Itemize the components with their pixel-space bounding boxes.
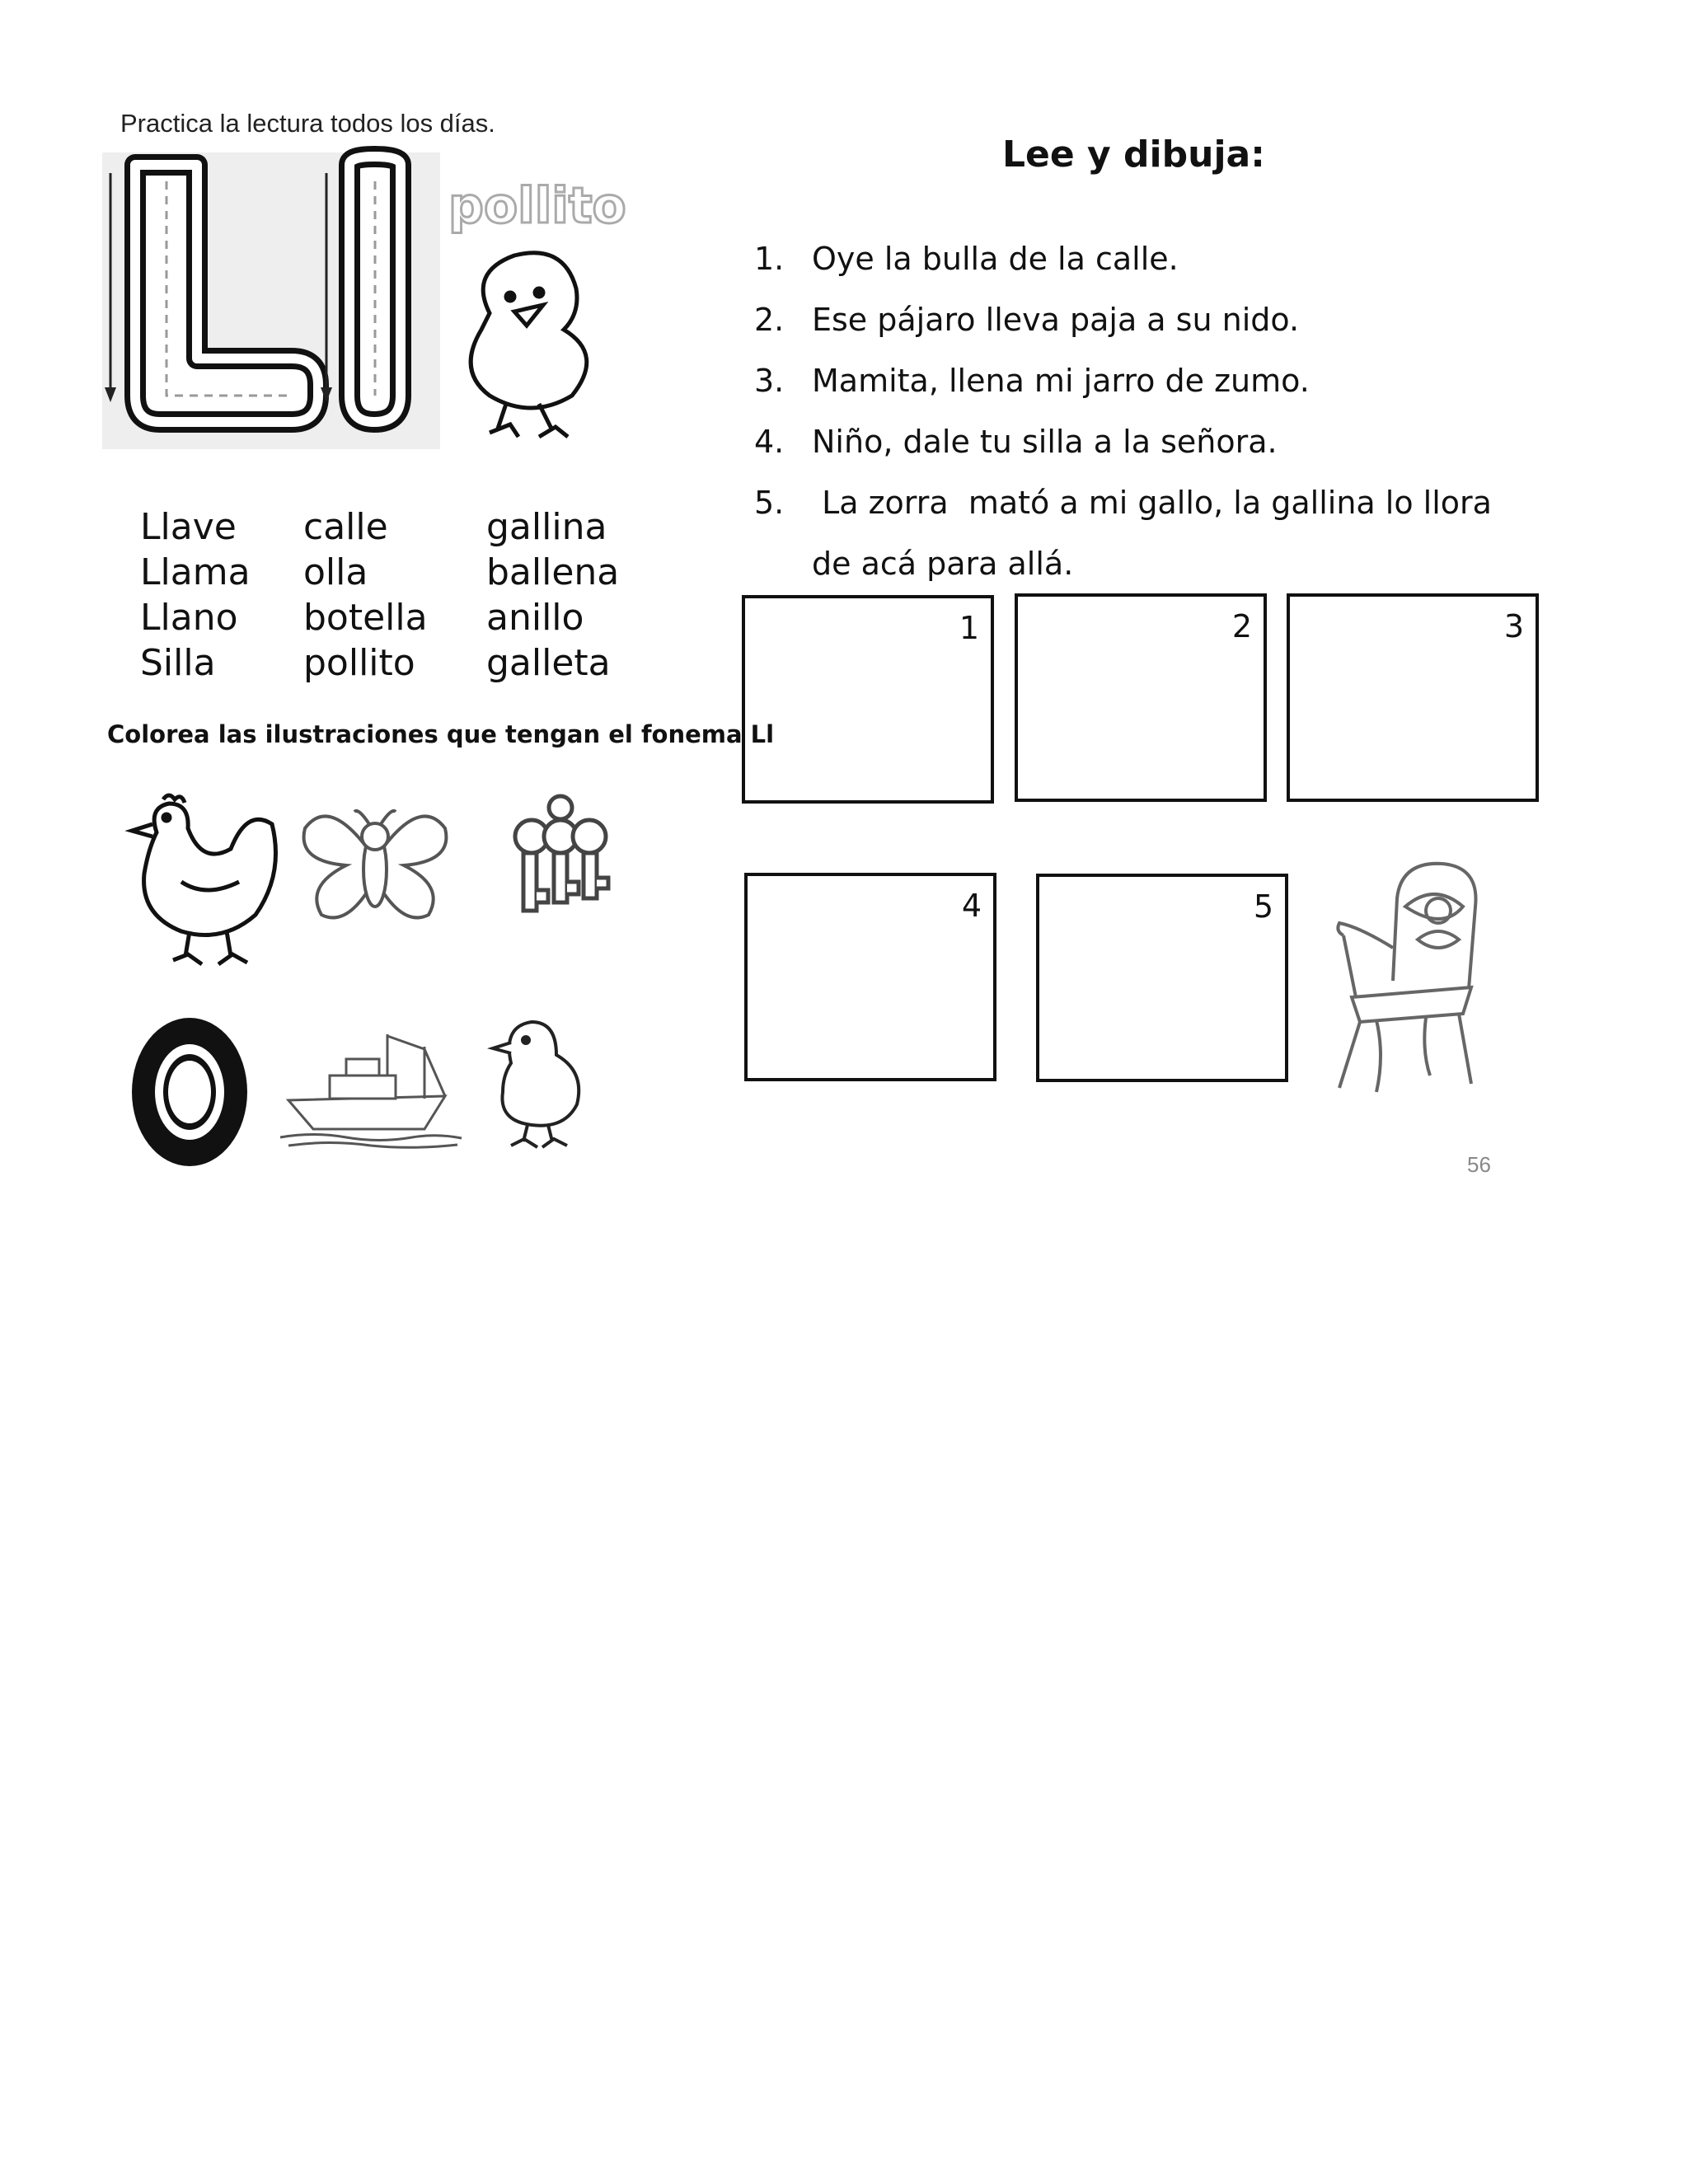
drawing-box-1[interactable] <box>742 595 994 804</box>
tire-illustration <box>128 1014 251 1170</box>
sentence-item: 5. La zorra mató a mi gallo, la gallina lo llora <box>754 485 1492 521</box>
sentence-continuation: de acá para allá. <box>812 546 1074 582</box>
box-number: 2 <box>1231 608 1252 644</box>
drawing-box-4[interactable] <box>744 873 996 1081</box>
word: Llano <box>140 597 238 639</box>
word: Llave <box>140 506 237 548</box>
section-title: Lee y dibuja: <box>1002 134 1265 176</box>
butterfly-illustration <box>297 804 453 927</box>
word: Llama <box>140 551 251 593</box>
hen-illustration <box>124 791 280 972</box>
word-column-1 <box>140 504 251 686</box>
drawing-box-2[interactable] <box>1015 593 1267 802</box>
sentence-item: 4. Niño, dale tu silla a la señora. <box>754 424 1278 460</box>
sentence-item: 1. Oye la bulla de la calle. <box>754 241 1179 277</box>
chick-illustration <box>486 1014 593 1154</box>
box-number: 5 <box>1253 888 1273 925</box>
sentence-item: 2. Ese pájaro lleva paja a su nido. <box>754 302 1300 338</box>
word: galleta <box>486 642 611 684</box>
coloring-instruction: Colorea las ilustraciones que tengan el fonema Ll <box>107 720 775 748</box>
word: anillo <box>486 597 584 639</box>
drawing-box-3[interactable] <box>1287 593 1539 802</box>
word: calle <box>303 506 388 548</box>
word: Silla <box>140 642 216 684</box>
word: botella <box>303 597 428 639</box>
box-number: 3 <box>1503 608 1524 644</box>
word: pollito <box>303 642 415 684</box>
sentence-list <box>754 234 1492 600</box>
chick-drawing <box>471 253 587 437</box>
word: gallina <box>486 506 607 548</box>
keys-illustration <box>503 791 618 923</box>
box-number: 4 <box>961 888 982 924</box>
letter-ll-card <box>102 148 630 453</box>
box-number: 1 <box>959 610 979 646</box>
word-column-3 <box>486 504 619 686</box>
boat-illustration <box>280 1026 462 1150</box>
pollito-word: pollito <box>448 177 626 235</box>
chair-illustration <box>1327 857 1492 1096</box>
word-column-2 <box>303 504 428 686</box>
drawing-box-5[interactable] <box>1036 874 1288 1082</box>
word: ballena <box>486 551 620 593</box>
practice-instruction: Practica la lectura todos los días. <box>120 109 495 138</box>
sentence-item: 3. Mamita, llena mi jarro de zumo. <box>754 363 1310 399</box>
word: olla <box>303 551 368 593</box>
page-number: 56 <box>1467 1152 1491 1177</box>
